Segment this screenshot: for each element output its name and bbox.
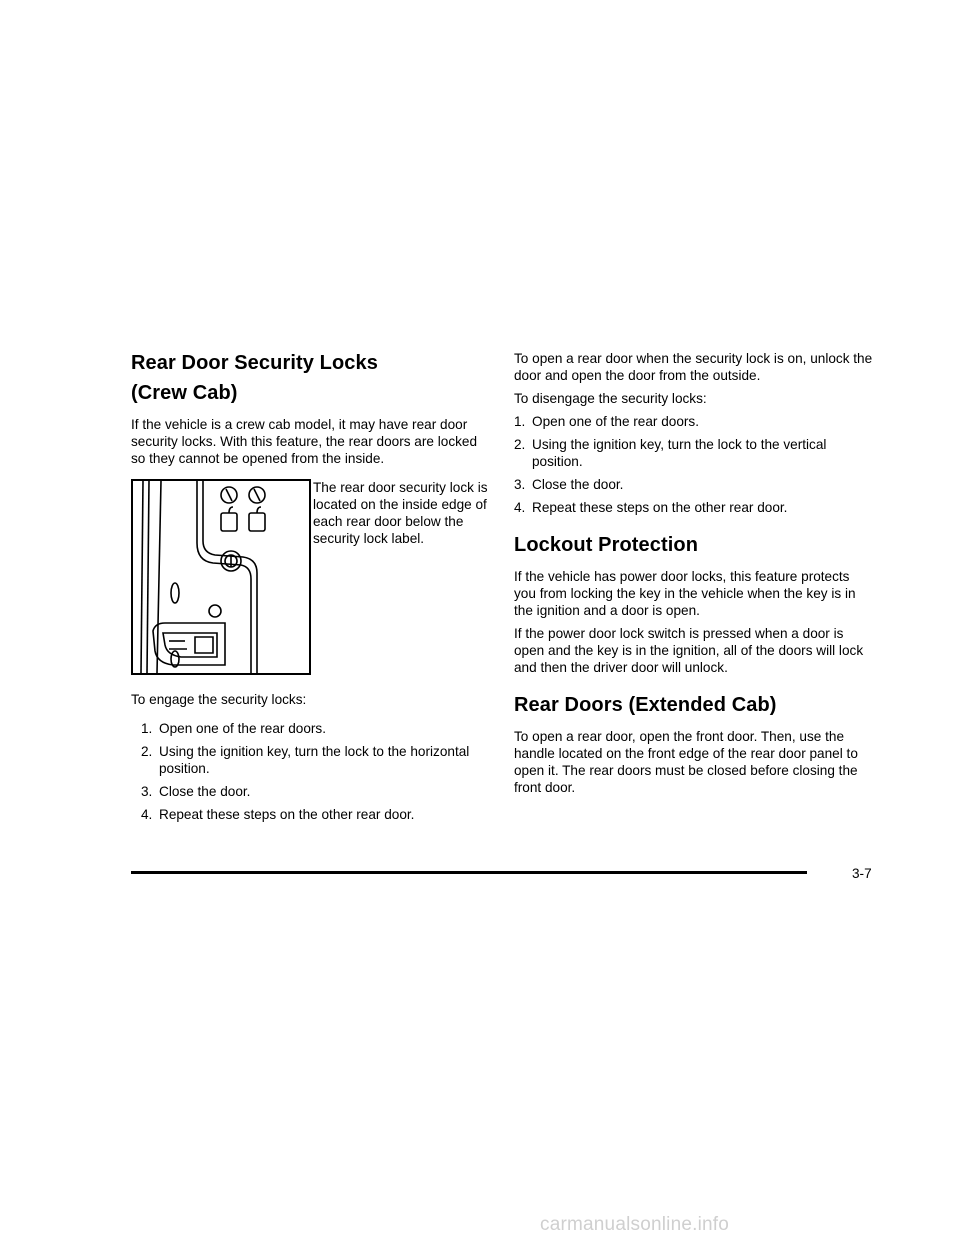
section-heading-rear-doors-extended-cab: Rear Doors (Extended Cab) — [514, 694, 777, 716]
right-column — [514, 350, 874, 802]
section-heading-lockout-protection: Lockout Protection — [514, 534, 699, 556]
list-item: 2. Using the ignition key, turn the lock to the vertical position. — [514, 437, 827, 469]
door-lock-illustration — [131, 479, 311, 675]
disengage-steps-list — [504, 413, 874, 516]
section-heading-rear-door-security-locks — [131, 348, 491, 408]
engage-steps-list — [131, 720, 491, 823]
figure-caption: The rear door security lock is located on the inside edge of each rear door below the security lock label. — [313, 480, 488, 546]
list-item: 1. Open one of the rear doors. — [514, 414, 700, 429]
watermark: carmanualsonline.info — [540, 1214, 730, 1235]
engage-intro: To engage the security locks: — [131, 692, 307, 707]
list-item: 3. Close the door. — [514, 477, 624, 492]
footer-rule — [131, 871, 807, 874]
page-number: 3-7 — [852, 866, 872, 881]
door-edge-drawing — [133, 481, 309, 673]
heading-line-2: (Crew Cab) — [131, 382, 238, 404]
figure-row — [131, 479, 491, 691]
extended-paragraph: To open a rear door, open the front door. Then, use the handle located on the front edge of the rear door panel to open it. The rear doors must be closed before closing the front door. — [514, 729, 858, 795]
list-item: 2. Using the ignition key, turn the lock to the horizontal position. — [141, 744, 470, 776]
list-item: 4. Repeat these steps on the other rear door. — [141, 807, 415, 822]
list-item: 1. Open one of the rear doors. — [141, 721, 327, 736]
list-item: 4. Repeat these steps on the other rear door. — [514, 500, 788, 515]
intro-paragraph: If the vehicle is a crew cab model, it may have rear door security locks. With this feature, the rear doors are locked so they cannot be opened from the inside. — [131, 417, 478, 466]
disengage-intro: To disengage the security locks: — [514, 391, 707, 406]
lockout-paragraph-2: If the power door lock switch is pressed when a door is open and the key is in the ignition, all of the doors will lock and then the driver door will unlock. — [514, 626, 864, 675]
heading-line-1: Rear Door Security Locks — [131, 352, 378, 374]
left-column — [131, 348, 491, 829]
open-door-paragraph: To open a rear door when the security lock is on, unlock the door and open the door from the outside. — [514, 351, 873, 383]
list-item: 3. Close the door. — [141, 784, 251, 799]
lockout-paragraph-1: If the vehicle has power door locks, this feature protects you from locking the key in the vehicle when the key is in the ignition and a door is open. — [514, 569, 856, 618]
